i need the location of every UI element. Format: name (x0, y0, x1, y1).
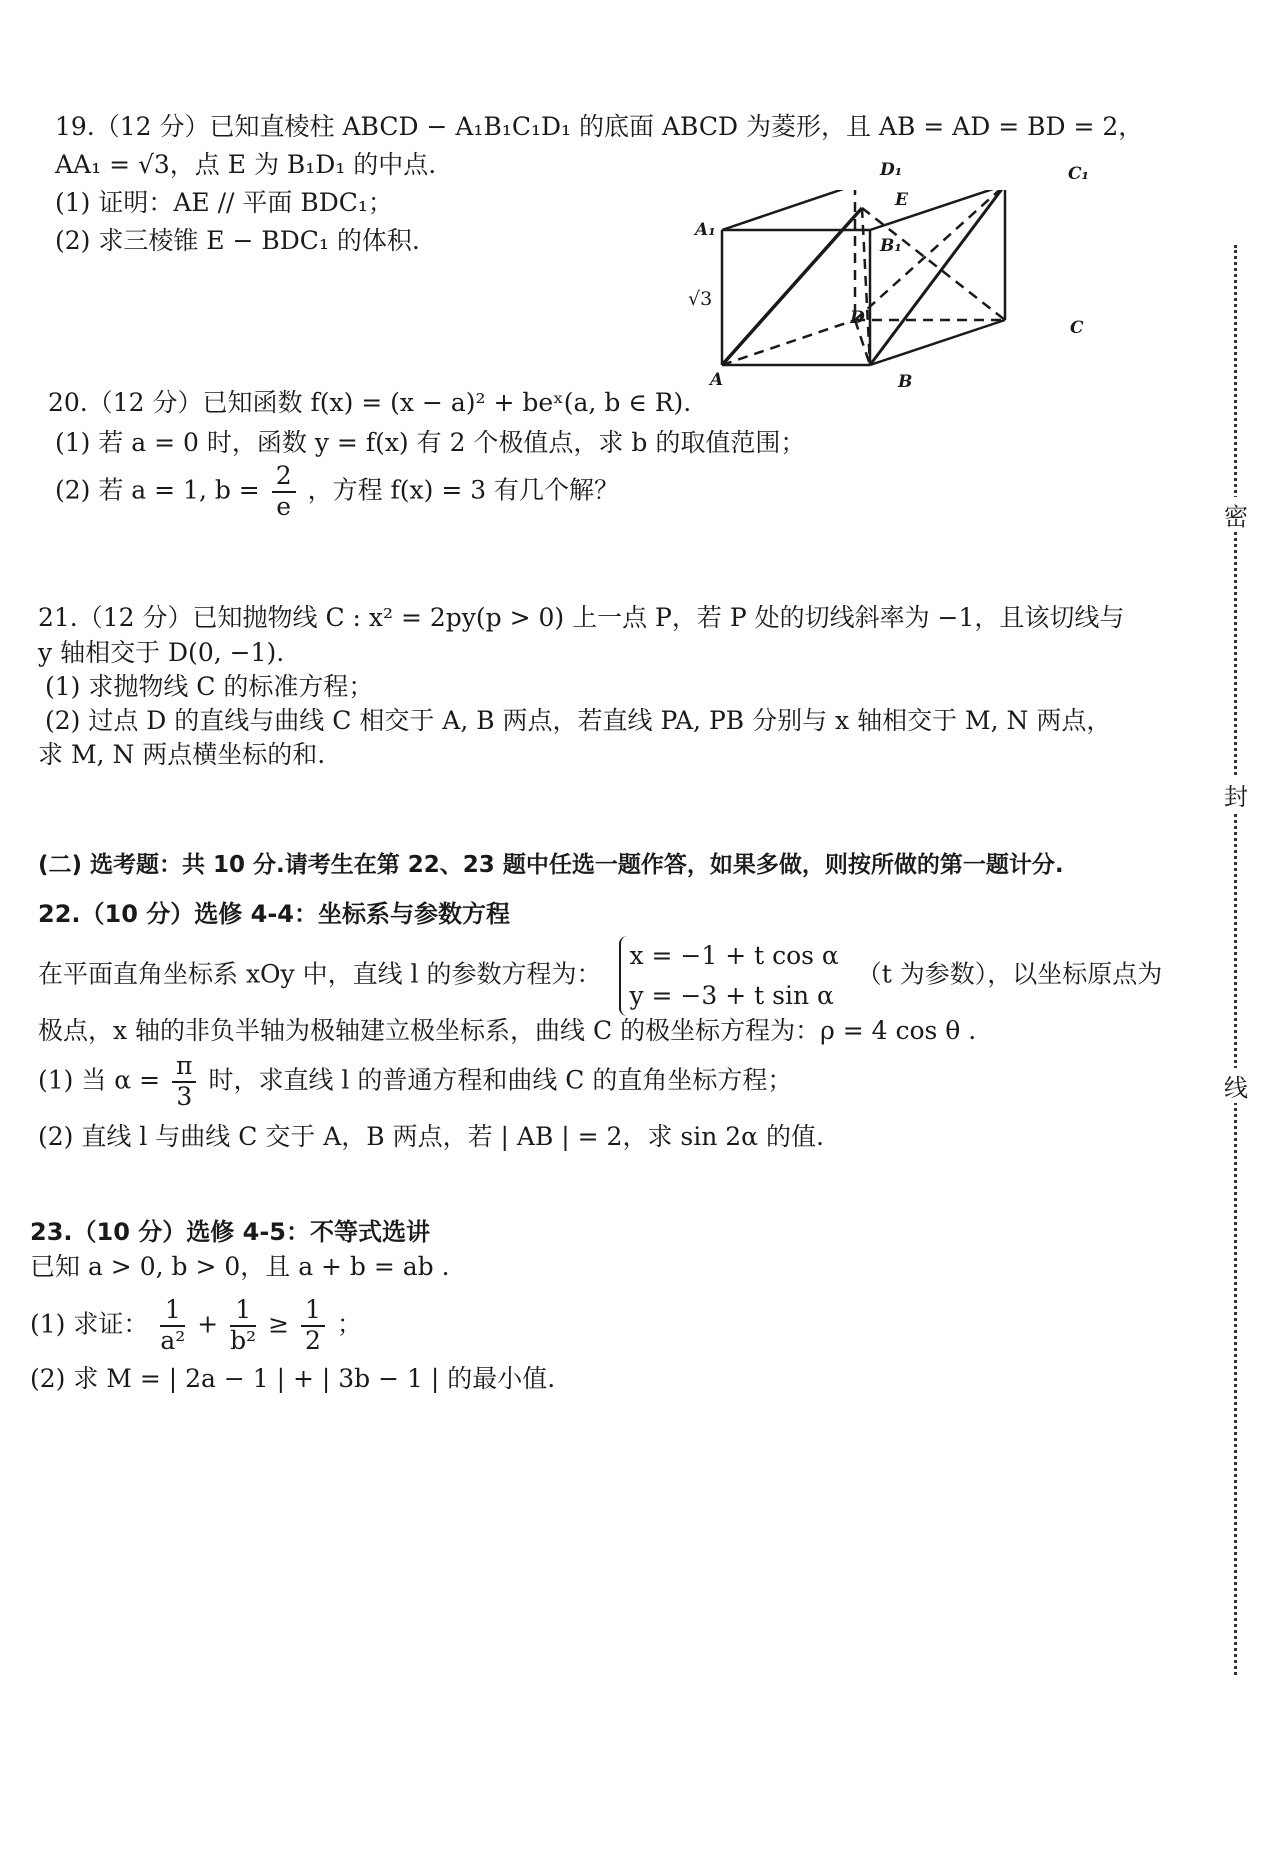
q20-part2-prefix: (2) 若 a = 1, b = (55, 475, 260, 505)
q22-line2: 极点，x 轴的非负半轴为极轴建立极坐标系，曲线 C 的极坐标方程为：ρ = 4 cos θ . (38, 1016, 977, 1045)
q23-given: 已知 a > 0, b > 0，且 a + b = ab . (30, 1252, 450, 1281)
q23-frac-3 (301, 1296, 325, 1356)
q20-stem: 20.（12 分）已知函数 f(x) = (x − a)² + beˣ(a, b ∈ R). (48, 388, 692, 417)
q23-geq: ≥ (268, 1309, 290, 1339)
q21-part1: (1) 求抛物线 C 的标准方程； (45, 672, 374, 701)
label-B1: B₁ (880, 236, 902, 256)
label-A1: A₁ (695, 220, 716, 240)
q22-title: 22.（10 分）选修 4-4：坐标系与参数方程 (38, 900, 510, 928)
seal-char-xian: 线 (1220, 1068, 1252, 1103)
q21-stem-line1: 21.（12 分）已知抛物线 C : x² = 2py(p > 0) 上一点 P，若 P 处的切线斜率为 −1，且该切线与 (38, 603, 1125, 632)
q22-part1-suffix: 时，求直线 l 的普通方程和曲线 C 的直角坐标方程； (208, 1065, 793, 1095)
segment-BC1 (870, 190, 1005, 365)
q22-part1 (38, 1052, 792, 1112)
q22-eq-x: x = −1 + t cos α (629, 941, 839, 970)
q20-fraction (272, 462, 296, 522)
q23-frac3-den: 2 (305, 1325, 321, 1355)
q20-part1: (1) 若 a = 0 时，函数 y = f(x) 有 2 个极值点，求 b 的取值范围； (55, 428, 806, 457)
q20-frac-num: 2 (272, 462, 296, 493)
q23-frac-2 (230, 1296, 256, 1356)
seal-dotted-line (1234, 245, 1237, 1675)
q21-stem-line2: y 轴相交于 D(0, −1). (38, 638, 285, 667)
q20-part2-suffix: ，方程 f(x) = 3 有几个解？ (307, 475, 620, 505)
q22-intro-suffix: （t 为参数），以坐标原点为 (856, 959, 1163, 989)
elective-header: (二) 选考题：共 10 分.请考生在第 22、23 题中任选一题作答，如果多做，则按所做的第一题计分. (38, 852, 1064, 878)
q20-part2 (55, 462, 619, 522)
label-C1: C₁ (1068, 164, 1089, 184)
q23-plus: + (197, 1309, 219, 1339)
q23-frac1-num: 1 (160, 1296, 185, 1327)
q22-fraction (172, 1052, 196, 1112)
q19-stem-line2: AA₁ = √3，点 E 为 B₁D₁ 的中点. (55, 150, 437, 179)
label-side-sqrt3: √3 (688, 288, 713, 310)
label-A: A (710, 370, 724, 390)
q19-stem-line1: 19.（12 分）已知直棱柱 ABCD − A₁B₁C₁D₁ 的底面 ABCD 为菱形，且 AB = AD = BD = 2， (55, 112, 1144, 141)
q23-frac1-den: a² (160, 1325, 186, 1355)
q19-part2: (2) 求三棱锥 E − BDC₁ 的体积. (55, 226, 420, 255)
q21-part2: (2) 过点 D 的直线与曲线 C 相交于 A, B 两点，若直线 PA, PB 分别与 x 轴相交于 M, N 两点， (45, 706, 1112, 735)
edge-BC (870, 320, 1005, 365)
q23-part2: (2) 求 M = | 2a − 1 | + | 3b − 1 | 的最小值. (30, 1364, 556, 1393)
label-C: C (1070, 318, 1084, 338)
q23-frac3-num: 1 (301, 1296, 325, 1327)
q22-intro (38, 936, 1162, 1016)
label-D1: D₁ (880, 160, 903, 180)
q19-part1: (1) 证明：AE // 平面 BDC₁； (55, 188, 393, 217)
q23-frac2-num: 1 (230, 1296, 256, 1327)
label-D: D (850, 308, 865, 328)
q22-eq-y: y = −3 + t sin α (629, 981, 834, 1010)
seal-char-mi: 密 (1220, 497, 1252, 532)
edge-A1D1 (722, 190, 855, 230)
q23-frac-1 (160, 1296, 185, 1356)
q22-param-system (619, 936, 838, 1016)
label-E: E (895, 190, 908, 210)
q23-part1-prefix: (1) 求证： (30, 1309, 149, 1339)
q23-part1-suffix: ； (336, 1309, 362, 1339)
q22-part2: (2) 直线 l 与曲线 C 交于 A，B 两点，若 | AB | = 2，求 sin 2α 的值. (38, 1122, 824, 1151)
prism-figure (700, 190, 1100, 430)
q23-title: 23.（10 分）选修 4-5：不等式选讲 (30, 1218, 430, 1246)
q22-intro-prefix: 在平面直角坐标系 xOy 中，直线 l 的参数方程为： (38, 959, 602, 989)
q22-frac-den: 3 (176, 1081, 193, 1111)
q21-part2-cont: 求 M, N 两点横坐标的和. (38, 740, 326, 769)
q22-frac-num: π (172, 1052, 196, 1083)
q20-frac-den: e (276, 491, 292, 521)
label-B: B (898, 372, 913, 392)
q23-frac2-den: b² (230, 1325, 257, 1355)
q22-part1-prefix: (1) 当 α = (38, 1065, 161, 1095)
q23-part1 (30, 1296, 362, 1356)
seal-char-feng: 封 (1220, 777, 1252, 812)
